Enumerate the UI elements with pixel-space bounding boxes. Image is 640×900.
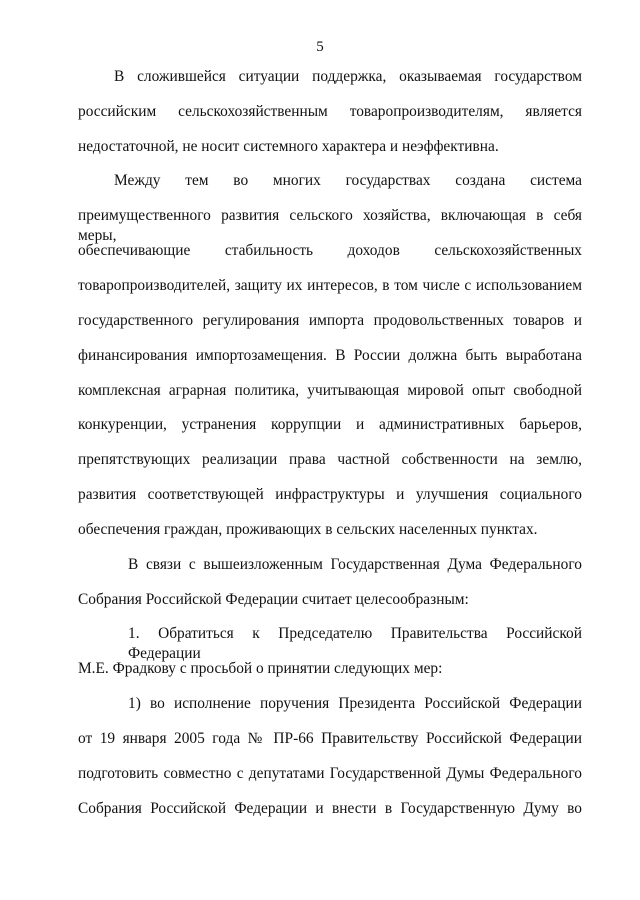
text-line: 1. Обратиться к Председателю Правительства Российской Федерации — [128, 625, 582, 662]
text-line: Между тем во многих государствах создана система — [114, 172, 582, 189]
text-line: конкуренции, устранения коррупции и административных барьеров, — [78, 416, 582, 433]
text-line: М.Е. Фрадкову с просьбой о принятии следующих мер: — [78, 660, 443, 677]
text-line: обеспечивающие стабильность доходов сельскохозяйственных — [78, 242, 582, 259]
text-line: недостаточной, не носит системного характера и неэффективна. — [78, 138, 499, 155]
page-number: 5 — [316, 39, 324, 55]
text-line: Собрания Российской Федерации и внести в Государственную Думу во — [78, 800, 582, 817]
text-line: преимущественного развития сельского хозяйства, включающая в себя меры, — [78, 207, 582, 244]
text-line: подготовить совместно с депутатами Государственной Думы Федерального — [78, 765, 582, 782]
text-line: товаропроизводителей, защиту их интересов, в том числе с использованием — [78, 277, 582, 294]
text-line: государственного регулирования импорта продовольственных товаров и — [78, 312, 582, 329]
text-line: В сложившейся ситуации поддержка, оказываемая государством — [114, 68, 582, 85]
text-line: финансирования импортозамещения. В России должна быть выработана — [78, 347, 582, 364]
text-line: препятствующих реализации права частной собственности на землю, — [78, 451, 582, 468]
text-line: российским сельскохозяйственным товаропроизводителям, является — [78, 103, 582, 120]
text-line: 1) во исполнение поручения Президента Российской Федерации — [128, 695, 582, 712]
text-line: В связи с вышеизложенным Государственная Дума Федерального — [128, 556, 582, 573]
text-line: обеспечения граждан, проживающих в сельских населенных пунктах. — [78, 521, 538, 538]
text-line: комплексная аграрная политика, учитывающая мировой опыт свободной — [78, 382, 582, 399]
text-line: Собрания Российской Федерации считает целесообразным: — [78, 591, 469, 608]
text-line: развития соответствующей инфраструктуры и улучшения социального — [78, 486, 582, 503]
text-line: от 19 января 2005 года № ПР-66 Правительству Российской Федерации — [78, 730, 582, 747]
